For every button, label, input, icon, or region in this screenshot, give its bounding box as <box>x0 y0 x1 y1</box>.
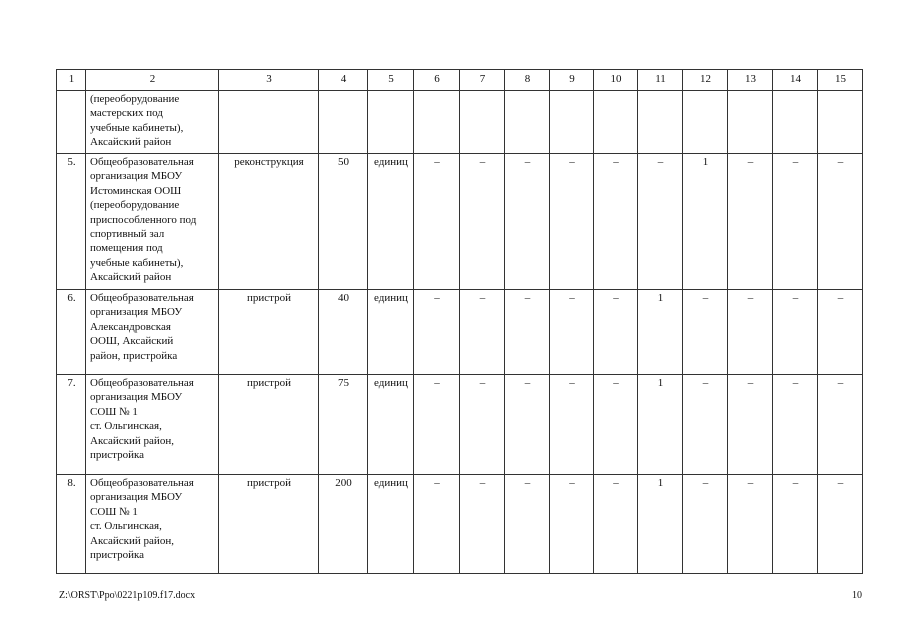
table-cell-col11: 1 <box>638 475 683 574</box>
table-cell-col15: – <box>818 475 863 574</box>
table-cell-col4: 40 <box>319 290 368 375</box>
table-cell-col3 <box>219 91 319 154</box>
table-cell-col7: – <box>460 154 505 290</box>
table-cell-col15: – <box>818 154 863 290</box>
table-cell-col15: – <box>818 290 863 375</box>
table-cell-col8: – <box>505 290 550 375</box>
table-row <box>57 91 863 154</box>
table-cell-col10: – <box>594 375 638 475</box>
table-cell-col14: – <box>773 475 818 574</box>
footer-file-path: Z:\ORST\Ppo\0221p109.f17.docx <box>59 590 196 601</box>
table-cell-col4 <box>319 91 368 154</box>
table-cell-col4: 200 <box>319 475 368 574</box>
table-cell-col6: – <box>414 375 460 475</box>
table-cell-col10: – <box>594 154 638 290</box>
table-cell-col13: – <box>728 154 773 290</box>
table-cell-col14: – <box>773 375 818 475</box>
table-cell-col7 <box>460 91 505 154</box>
table-cell-col5: единиц <box>368 154 414 290</box>
table-cell-col12: – <box>683 375 728 475</box>
table-cell-col5: единиц <box>368 290 414 375</box>
table-cell-col10: – <box>594 290 638 375</box>
table-row <box>57 154 863 290</box>
table-cell-col4: 50 <box>319 154 368 290</box>
table-cell-col3: реконструкция <box>219 154 319 290</box>
column-number-9: 9 <box>550 70 594 91</box>
column-number-14: 14 <box>773 70 818 91</box>
table-cell-col13: – <box>728 290 773 375</box>
table-cell-col6: – <box>414 475 460 574</box>
table-cell-col2: Общеобразовательная организация МБОУ СОШ № 1 ст. Ольгинская, Аксайский район, пристройка <box>86 375 219 475</box>
table-cell-col9 <box>550 91 594 154</box>
table-cell-col7: – <box>460 375 505 475</box>
table-cell-col5 <box>368 91 414 154</box>
column-number-10: 10 <box>594 70 638 91</box>
table-cell-col10 <box>594 91 638 154</box>
table-cell-col7: – <box>460 475 505 574</box>
table-cell-col3: пристрой <box>219 290 319 375</box>
table-cell-col11 <box>638 91 683 154</box>
column-number-8: 8 <box>505 70 550 91</box>
table-cell-col7: – <box>460 290 505 375</box>
document-table <box>56 69 863 574</box>
table-cell-col5: единиц <box>368 375 414 475</box>
column-number-13: 13 <box>728 70 773 91</box>
table-cell-col12 <box>683 91 728 154</box>
table-cell-col13 <box>728 91 773 154</box>
table-cell-col9: – <box>550 154 594 290</box>
table-cell-col11: 1 <box>638 375 683 475</box>
table-cell-col10: – <box>594 475 638 574</box>
table-cell-col11: 1 <box>638 290 683 375</box>
table-row <box>57 475 863 574</box>
column-number-2: 2 <box>86 70 219 91</box>
table-cell-col12: – <box>683 290 728 375</box>
table-row <box>57 290 863 375</box>
table-cell-col9: – <box>550 475 594 574</box>
table-cell-col2: (переоборудование мастерских под учебные кабинеты), Аксайский район <box>86 91 219 154</box>
table-cell-col13: – <box>728 475 773 574</box>
table-cell-col4: 75 <box>319 375 368 475</box>
table-cell-col15 <box>818 91 863 154</box>
table-cell-col2: Общеобразовательная организация МБОУ Александровская ООШ, Аксайский район, пристройка <box>86 290 219 375</box>
table-row <box>57 375 863 475</box>
column-number-15: 15 <box>818 70 863 91</box>
table-cell-col1: 5. <box>57 154 86 290</box>
table-cell-col6: – <box>414 290 460 375</box>
table-cell-col5: единиц <box>368 475 414 574</box>
table-cell-col6: – <box>414 154 460 290</box>
table-cell-col2: Общеобразовательная организация МБОУ Истоминская ООШ (переоборудование приспособленного под спортивный зал помещения под учебные кабинеты), Аксайский район <box>86 154 219 290</box>
table-cell-col8: – <box>505 154 550 290</box>
table-cell-col3: пристрой <box>219 475 319 574</box>
column-number-6: 6 <box>414 70 460 91</box>
table-cell-col14: – <box>773 154 818 290</box>
table-cell-col11: – <box>638 154 683 290</box>
table-cell-col2: Общеобразовательная организация МБОУ СОШ № 1 ст. Ольгинская, Аксайский район, пристройка <box>86 475 219 574</box>
column-number-11: 11 <box>638 70 683 91</box>
table-cell-col8: – <box>505 375 550 475</box>
table-cell-col3: пристрой <box>219 375 319 475</box>
table-cell-col1: 8. <box>57 475 86 574</box>
table-cell-col15: – <box>818 375 863 475</box>
table-cell-col1: 6. <box>57 290 86 375</box>
column-number-7: 7 <box>460 70 505 91</box>
table-cell-col9: – <box>550 290 594 375</box>
table-cell-col6 <box>414 91 460 154</box>
table-cell-col12: 1 <box>683 154 728 290</box>
table-cell-col14 <box>773 91 818 154</box>
table-cell-col9: – <box>550 375 594 475</box>
table-cell-col13: – <box>728 375 773 475</box>
column-number-4: 4 <box>319 70 368 91</box>
column-number-3: 3 <box>219 70 319 91</box>
table-cell-col1 <box>57 91 86 154</box>
table-cell-col14: – <box>773 290 818 375</box>
footer-page-number: 10 <box>852 590 862 601</box>
column-number-1: 1 <box>57 70 86 91</box>
table-cell-col8 <box>505 91 550 154</box>
table-cell-col1: 7. <box>57 375 86 475</box>
header-row <box>57 70 863 91</box>
column-number-12: 12 <box>683 70 728 91</box>
table-cell-col12: – <box>683 475 728 574</box>
column-number-5: 5 <box>368 70 414 91</box>
table-cell-col8: – <box>505 475 550 574</box>
